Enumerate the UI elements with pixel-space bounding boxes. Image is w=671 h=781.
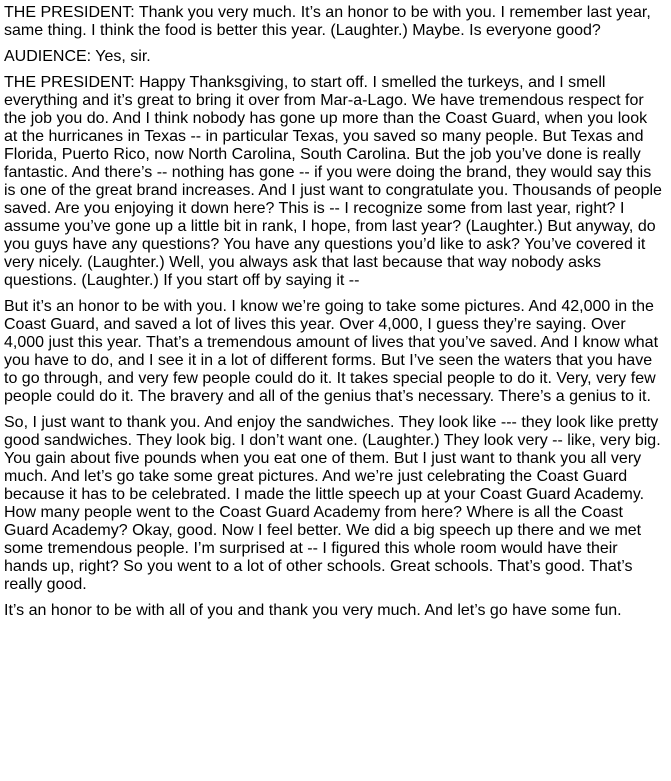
paragraph-honor-coast-guard: But it’s an honor to be with you. I know we’re going to take some pictures. And 42,000 in the Coast Guard, and saved a lot of lives this year. Over 4,000, I guess they’re saying. Over 4,000 just this year. That’s a tremendous amount of lives that you’ve saved. And I know what you have to do, and I see it in a lot of different forms. But I’ve seen the waters that you have to go through, and very few people could do it. It takes special people to do it. Very, very few people could do it. The bravery and all of the genius that’s necessary. There’s a genius to it. (4, 298, 659, 405)
paragraph-audience-reply: AUDIENCE: Yes, sir. (4, 48, 151, 65)
paragraph-closing: It’s an honor to be with all of you and thank you very much. And let’s go have some fun. (4, 602, 622, 619)
paragraph-president-thanksgiving: THE PRESIDENT: Happy Thanksgiving, to start off. I smelled the turkeys, and I smell everything and it’s great to bring it over from Mar-a-Lago. We have tremendous respect for the job you do. And I think nobody has gone up more than the Coast Guard, when you look at the hurricanes in Texas -- in particular Texas, you saved so many people. But Texas and Florida, Puerto Rico, now North Carolina, South Carolina. But the job you’ve done is really fantastic. And there’s -- nothing has gone -- if you were doing the brand, they would say this is one of the great brand increases. And I just want to congratulate you. Thousands of people saved. Are you enjoying it down here? This is -- I recognize some from last year, right? I assume you’ve gone up a little bit in rank, I hope, from last year? (Laughter.) But anyway, do you guys have any questions? You have any questions you’d like to ask? You’ve covered it very nicely. (Laughter.) Well, you always ask that last because that way nobody asks questions. (Laughter.) If you start off by saying it -- (4, 74, 662, 289)
paragraph-president-opening: THE PRESIDENT: Thank you very much. It’s an honor to be with you. I remember last year, same thing. I think the food is better this year. (Laughter.) Maybe. Is everyone good? (4, 4, 651, 39)
paragraph-sandwiches: So, I just want to thank you. And enjoy the sandwiches. They look like --- they look like pretty good sandwiches. They look big. I don’t want one. (Laughter.) They look very -- like, very big. You gain about five pounds when you eat one of them. But I just want to thank you all very much. And let’s go take some great pictures. And we’re just celebrating the Coast Guard because it has to be celebrated. I made the little speech up at your Coast Guard Academy. How many people went to the Coast Guard Academy from here? Where is all the Coast Guard Academy? Okay, good. Now I feel better. We did a big speech up there and we met some tremendous people. I’m surprised at -- I figured this whole room would have their hands up, right? So you went to a lot of other schools. Great schools. That’s good. That’s really good. (4, 414, 661, 593)
